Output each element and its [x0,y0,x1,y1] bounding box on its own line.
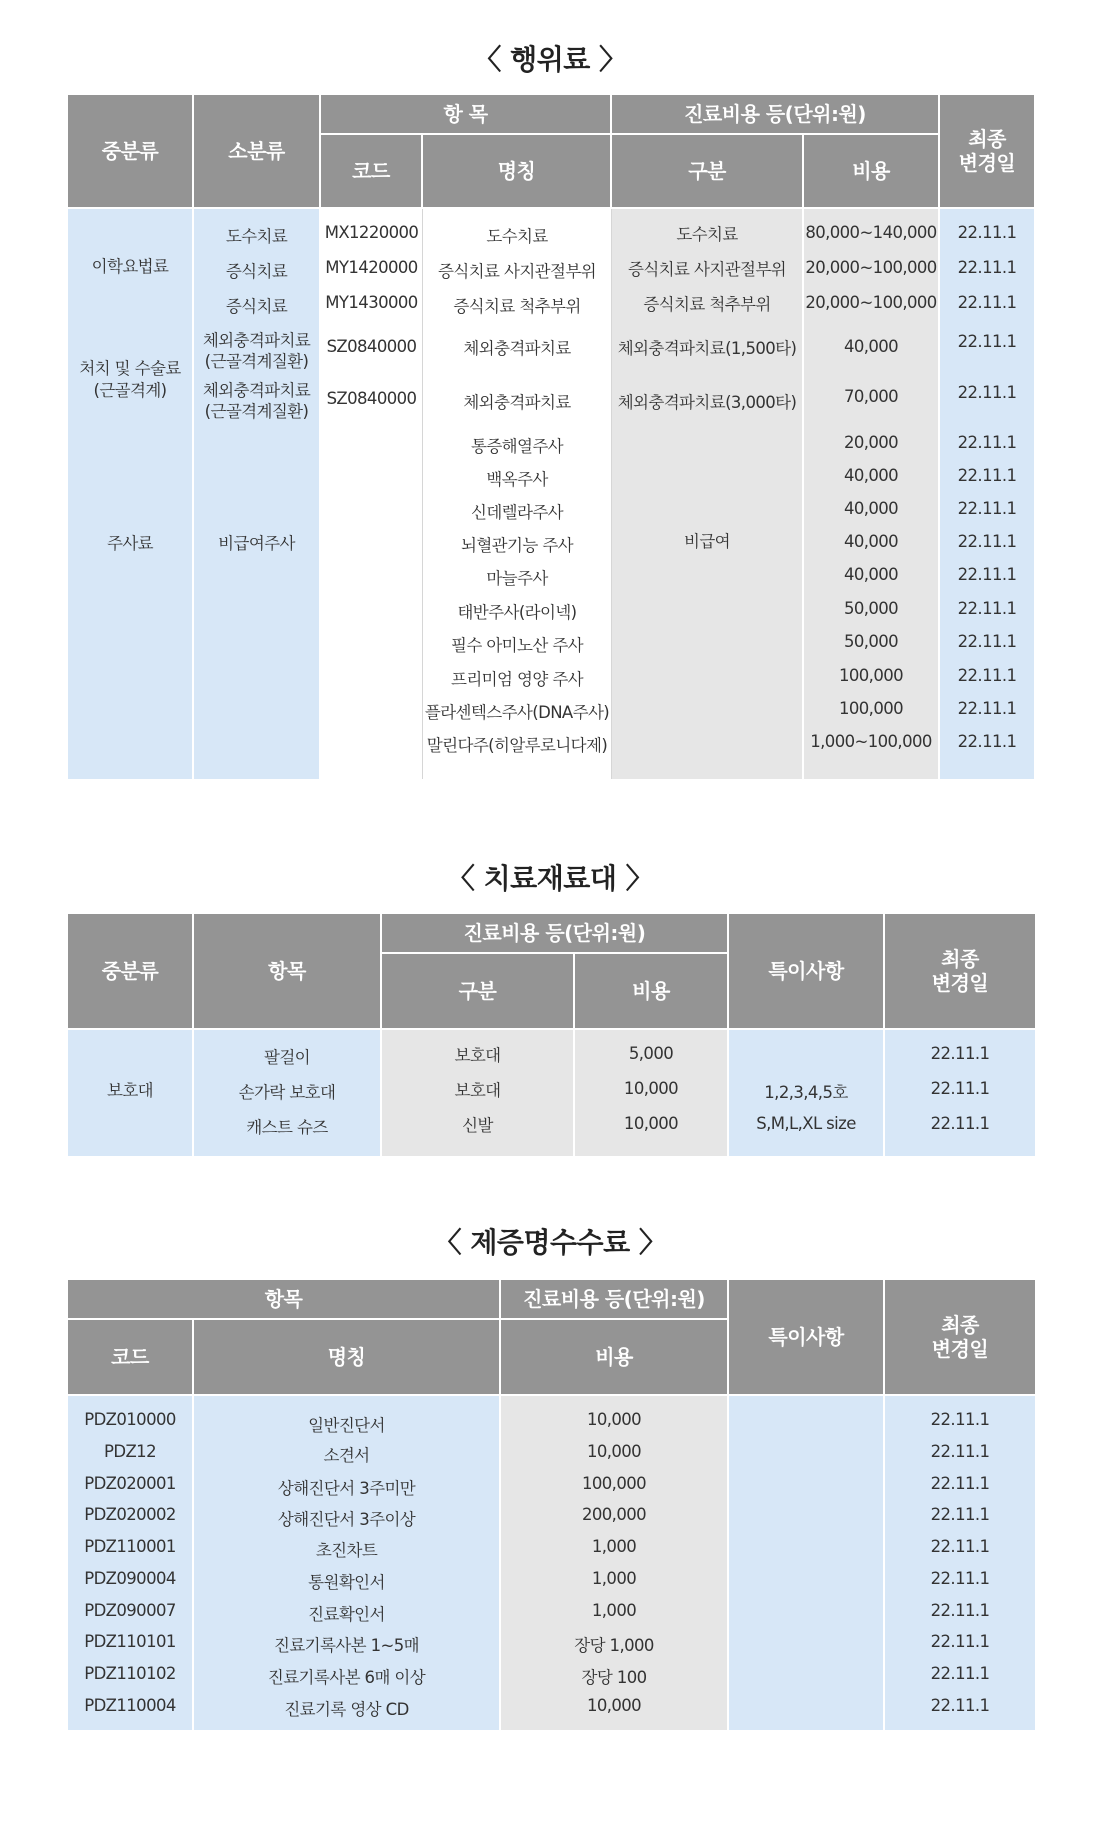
date-row-8: 22.11.1 [957,499,1017,518]
cert-code-row-9: PDZ110102 [84,1664,176,1683]
date-row-13: 22.11.1 [957,666,1017,685]
cert-code-row-6: PDZ090004 [84,1569,176,1588]
materials-header-mid-category: 중분류 [68,914,194,1030]
cert-cost-row-5: 1,000 [591,1537,637,1556]
date-row-1: 22.11.1 [957,223,1017,242]
certificates-section-title: 〈 제증명수수료 〉 [433,1226,667,1259]
cert-code-row-4: PDZ020002 [84,1505,176,1524]
cert-code-row-3: PDZ020001 [84,1474,176,1493]
materials-note-row-3: S,M,L,XL size [756,1114,856,1133]
name-row-4: 체외충격파치료 [463,339,571,358]
date-row-5: 22.11.1 [957,383,1017,402]
cert-date-row-6: 22.11.1 [930,1569,990,1588]
materials-cost-column [575,1030,729,1156]
division-row-3: 증식치료 척추부위 [643,295,771,314]
sub-category-noncovered-injection: 비급여주사 [218,534,295,553]
cert-name-row-8: 진료기록사본 1~5매 [273,1636,420,1655]
materials-division-row-2: 보호대 [454,1081,501,1100]
cert-cost-row-8: 장당 1,000 [574,1636,654,1655]
division-column [612,209,804,779]
cert-cost-row-7: 1,000 [591,1601,637,1620]
cost-row-8: 40,000 [843,499,899,518]
cert-name-row-2: 소견서 [323,1446,370,1465]
cost-row-15: 1,000~100,000 [810,732,932,751]
materials-notes-column [729,1030,885,1156]
division-row-4: 체외충격파치료(1,500타) [617,339,797,358]
date-row-15: 22.11.1 [957,732,1017,751]
cert-cost-row-10: 10,000 [586,1696,642,1715]
cert-date-row-1: 22.11.1 [930,1410,990,1429]
certificates-fee-table [68,1280,1035,1730]
sub-category-eswt-2-line1: 체외충격파치료 [202,381,311,400]
cert-date-row-8: 22.11.1 [930,1632,990,1651]
cert-name-row-1: 일반진단서 [308,1416,385,1435]
header-last-changed: 최종 변경일 [940,95,1034,209]
cost-row-10: 40,000 [843,565,899,584]
materials-header-division: 구분 [382,954,575,1030]
date-row-14: 22.11.1 [957,699,1017,718]
certificates-header-last-changed: 최종 변경일 [885,1280,1035,1396]
header-mid-category: 중분류 [68,95,194,209]
cost-row-7: 40,000 [843,466,899,485]
materials-cost-row-2: 10,000 [623,1079,679,1098]
cost-row-11: 50,000 [843,599,899,618]
cost-row-4: 40,000 [843,337,899,356]
mid-category-surgery-line2: (근골격계) [93,381,167,400]
mid-category-surgery-line1: 처치 및 수술료 [79,359,181,378]
mid-category-column [68,209,194,779]
materials-fee-table [68,914,1035,1156]
procedure-fee-table [68,95,1034,779]
materials-header-notes: 특이사항 [729,914,885,1030]
cert-date-row-9: 22.11.1 [930,1664,990,1683]
cert-cost-row-9: 장당 100 [581,1668,647,1687]
cost-row-5: 70,000 [843,387,899,406]
certificates-header-notes: 특이사항 [729,1280,885,1396]
header-division: 구분 [612,135,804,209]
date-row-10: 22.11.1 [957,565,1017,584]
name-row-10: 마늘주사 [486,569,548,588]
last-changed-column [940,209,1034,779]
materials-header-last-changed: 최종 변경일 [885,914,1035,1030]
cost-row-12: 50,000 [843,632,899,651]
date-row-3: 22.11.1 [957,293,1017,312]
date-row-4: 22.11.1 [957,332,1017,351]
materials-mid-category: 보호대 [106,1081,154,1100]
name-row-3: 증식치료 척추부위 [453,297,581,316]
code-row-1: MX1220000 [324,223,419,242]
cert-code-row-10: PDZ110004 [84,1696,176,1715]
code-row-5: SZ0840000 [326,389,417,408]
header-code: 코드 [321,135,423,209]
date-row-11: 22.11.1 [957,599,1017,618]
certificates-notes-column [729,1396,885,1730]
name-row-6: 통증해열주사 [470,437,564,456]
name-row-8: 신데렐라주사 [470,503,564,522]
mid-category-injection: 주사료 [106,534,154,553]
name-column [423,209,612,779]
cost-column [804,209,940,779]
cert-name-row-4: 상해진단서 3주이상 [277,1510,416,1529]
sub-category-column [194,209,321,779]
materials-item-column [194,1030,382,1156]
cost-row-13: 100,000 [838,666,904,685]
cert-name-row-7: 진료확인서 [308,1605,385,1624]
sub-category-proliferation-2: 증식치료 [225,297,288,316]
name-row-12: 필수 아미노산 주사 [451,636,584,655]
cert-date-row-10: 22.11.1 [930,1696,990,1715]
code-row-4: SZ0840000 [326,337,417,356]
name-row-15: 말린다주(히알루로니다제) [426,736,608,755]
header-cost: 비용 [804,135,940,209]
cert-code-row-8: PDZ110101 [84,1632,176,1651]
sub-category-eswt-2-line2: (근골격계질환) [204,402,309,421]
materials-cost-row-3: 10,000 [623,1114,679,1133]
materials-item-row-3: 캐스트 슈즈 [246,1118,328,1137]
header-sub-category: 소분류 [194,95,321,209]
name-row-13: 프리미엄 영양 주사 [451,670,584,689]
name-row-5: 체외충격파치료 [463,393,571,412]
materials-division-row-1: 보호대 [454,1046,501,1065]
division-row-1: 도수치료 [676,225,738,244]
certificates-header-item-group: 항목 [68,1280,501,1320]
cert-code-row-1: PDZ010000 [84,1410,176,1429]
procedure-section-title: 〈 행위료 〉 [473,43,627,76]
materials-division-row-3: 신발 [462,1116,493,1135]
materials-header-cost-group: 진료비용 등(단위:원) [382,914,729,954]
certificates-header-code: 코드 [68,1320,194,1396]
division-row-2: 증식치료 사지관절부위 [627,260,787,279]
mid-category-acupuncture: 이학요법료 [91,257,169,276]
cert-name-row-5: 초진차트 [315,1541,378,1560]
header-item-group: 항 목 [321,95,612,135]
cert-date-row-4: 22.11.1 [930,1505,990,1524]
sub-category-proliferation-1: 증식치료 [225,262,288,281]
name-row-7: 백옥주사 [486,470,548,489]
name-row-11: 태반주사(라이넥) [457,603,577,622]
cert-date-row-3: 22.11.1 [930,1474,990,1493]
materials-date-row-2: 22.11.1 [930,1079,990,1098]
certificates-header-cost-group: 진료비용 등(단위:원) [501,1280,729,1320]
cert-name-row-3: 상해진단서 3주미만 [277,1479,416,1498]
cert-cost-row-1: 10,000 [586,1410,642,1429]
name-row-9: 뇌혈관기능 주사 [460,536,574,555]
materials-item-row-2: 손가락 보호대 [238,1083,336,1102]
certificates-last-changed-column [885,1396,1035,1730]
date-row-7: 22.11.1 [957,466,1017,485]
name-row-1: 도수치료 [486,227,548,246]
code-row-2: MY1420000 [325,258,418,277]
certificates-cost-column [501,1396,729,1730]
materials-mid-category-column [68,1030,194,1156]
cert-code-row-7: PDZ090007 [84,1601,176,1620]
materials-cost-row-1: 5,000 [628,1044,674,1063]
cost-row-1: 80,000~140,000 [805,223,937,242]
date-row-12: 22.11.1 [957,632,1017,651]
date-row-9: 22.11.1 [957,532,1017,551]
name-row-14: 플라센텍스주사(DNA주사) [424,703,610,722]
materials-date-row-1: 22.11.1 [930,1044,990,1063]
cost-row-6: 20,000 [843,433,899,452]
cert-code-row-5: PDZ110001 [84,1537,176,1556]
cert-name-row-6: 통원확인서 [308,1573,385,1592]
date-row-6: 22.11.1 [957,433,1017,452]
cert-cost-row-3: 100,000 [581,1474,647,1493]
division-noncovered: 비급여 [684,532,731,551]
cert-cost-row-6: 1,000 [591,1569,637,1588]
cert-date-row-5: 22.11.1 [930,1537,990,1556]
materials-last-changed-column [885,1030,1035,1156]
code-row-3: MY1430000 [325,293,418,312]
materials-header-cost: 비용 [575,954,729,1030]
cert-date-row-2: 22.11.1 [930,1442,990,1461]
code-column [321,209,423,779]
materials-division-column [382,1030,575,1156]
date-row-2: 22.11.1 [957,258,1017,277]
cost-row-9: 40,000 [843,532,899,551]
header-name: 명칭 [423,135,612,209]
materials-header-item: 항목 [194,914,382,1030]
cert-code-row-2: PDZ12 [104,1442,156,1461]
materials-note-row-2: 1,2,3,4,5호 [764,1083,848,1102]
certificates-name-column [194,1396,501,1730]
name-row-2: 증식치료 사지관절부위 [437,262,597,281]
certificates-code-column [68,1396,194,1730]
sub-category-eswt-1-line1: 체외충격파치료 [202,331,311,350]
certificates-header-name: 명칭 [194,1320,501,1396]
materials-date-row-3: 22.11.1 [930,1114,990,1133]
cost-row-2: 20,000~100,000 [805,258,937,277]
cert-cost-row-2: 10,000 [586,1442,642,1461]
cost-row-3: 20,000~100,000 [805,293,937,312]
materials-item-row-1: 팔걸이 [263,1048,311,1067]
materials-section-title: 〈 치료재료대 〉 [446,862,654,895]
sub-category-eswt-1-line2: (근골격계질환) [204,352,309,371]
cert-cost-row-4: 200,000 [581,1505,647,1524]
certificates-header-cost: 비용 [501,1320,729,1396]
sub-category-manual: 도수치료 [225,227,288,246]
cost-row-14: 100,000 [838,699,904,718]
cert-name-row-10: 진료기록 영상 CD [284,1700,409,1719]
cert-date-row-7: 22.11.1 [930,1601,990,1620]
header-cost-group: 진료비용 등(단위:원) [612,95,940,135]
division-row-5: 체외충격파치료(3,000타) [617,393,797,412]
cert-name-row-9: 진료기록사본 6매 이상 [267,1668,426,1687]
